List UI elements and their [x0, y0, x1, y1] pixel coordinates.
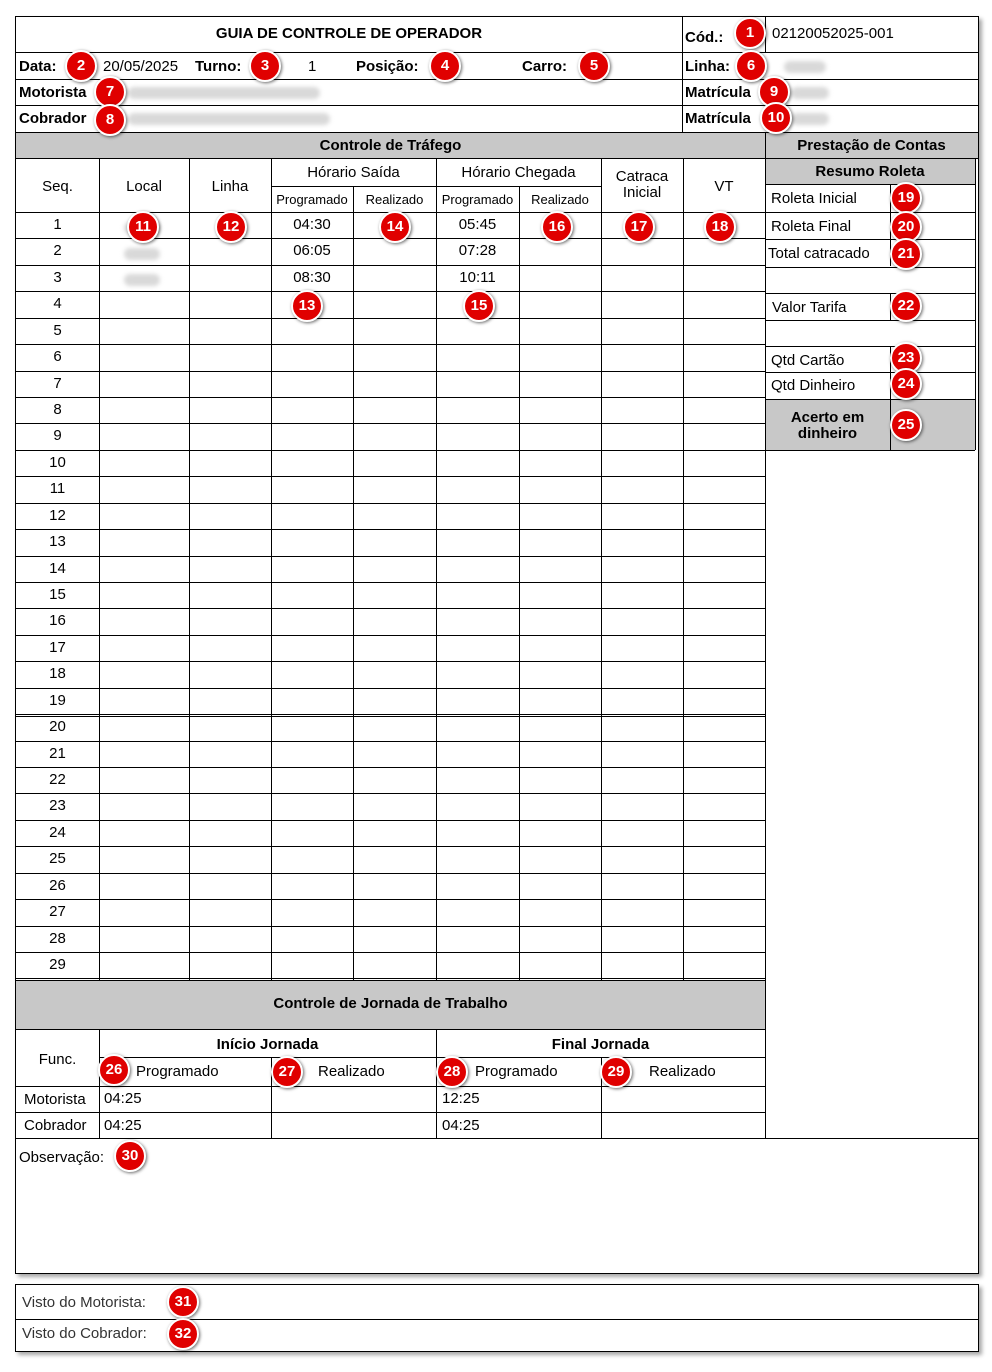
annotation-badge-4: 4 — [429, 50, 461, 82]
row-seq: 7 — [53, 375, 62, 392]
row-saida-programado: 06:05 — [293, 242, 331, 259]
col-horario-chegada: Hórario Chegada — [461, 164, 576, 181]
annotation-badge-7: 7 — [94, 76, 126, 108]
annotation-badge-31: 31 — [167, 1286, 199, 1318]
row-seq: 19 — [49, 692, 66, 709]
row-seq: 2 — [53, 242, 62, 259]
operator-control-form — [15, 16, 979, 1274]
row-seq: 23 — [49, 797, 66, 814]
matricula-motorista-redacted — [791, 87, 829, 99]
cod-label: Cód.: — [685, 29, 724, 46]
row-seq: 20 — [49, 718, 66, 735]
row-chegada-programado: 10:11 — [459, 269, 496, 286]
roleta-final-label: Roleta Final — [771, 218, 852, 235]
row-chegada-programado: 05:45 — [458, 216, 497, 233]
row-seq: 17 — [49, 639, 66, 656]
journey-motorista-final-prog: 12:25 — [442, 1090, 480, 1107]
annotation-badge-25: 25 — [890, 409, 922, 441]
row-seq: 13 — [49, 533, 66, 550]
qtd-cartao-label: Qtd Cartão — [771, 352, 845, 369]
row-seq: 10 — [49, 454, 66, 471]
annotation-badge-3: 3 — [249, 50, 281, 82]
row-seq: 21 — [49, 745, 66, 762]
total-catracado-label: Total catracado — [768, 245, 870, 262]
linha-label: Linha: — [685, 58, 730, 75]
matricula-cobrador-redacted — [791, 113, 829, 125]
visto-motorista-label: Visto do Motorista: — [22, 1294, 146, 1311]
row-seq: 15 — [49, 586, 66, 603]
annotation-badge-9: 9 — [758, 76, 790, 108]
annotation-badge-11: 11 — [127, 211, 159, 243]
row-seq: 11 — [49, 480, 66, 497]
linha-value-redacted — [784, 61, 826, 73]
journey-inicio: Início Jornada — [216, 1036, 319, 1053]
annotation-badge-28: 28 — [436, 1056, 468, 1088]
traffic-title: Controle de Tráfego — [319, 137, 462, 154]
col-local: Local — [126, 178, 162, 195]
cobrador-label: Cobrador — [19, 110, 87, 127]
acerto-label-1: Acerto em — [790, 409, 865, 426]
row-seq: 4 — [53, 295, 62, 312]
journey-final: Final Jornada — [551, 1036, 650, 1053]
roleta-inicial-label: Roleta Inicial — [771, 190, 857, 207]
annotation-badge-18: 18 — [704, 211, 736, 243]
annotation-badge-15: 15 — [463, 290, 495, 322]
annotation-badge-16: 16 — [541, 211, 573, 243]
annotation-badge-21: 21 — [890, 238, 922, 270]
annotation-badge-12: 12 — [215, 211, 247, 243]
journey-final-programado: Programado — [475, 1063, 558, 1080]
row-seq: 9 — [53, 427, 62, 444]
col-vt: VT — [714, 178, 734, 195]
row-seq: 1 — [53, 216, 62, 233]
acerto-label-2: dinheiro — [797, 425, 858, 442]
journey-func: Func. — [38, 1051, 77, 1068]
col-horario-saida: Hórario Saída — [307, 164, 400, 181]
row-seq: 16 — [49, 612, 66, 629]
valor-tarifa-label: Valor Tarifa — [772, 299, 847, 316]
accounts-title: Prestação de Contas — [797, 137, 946, 154]
col-catraca: Catraca — [615, 168, 669, 185]
row-seq: 5 — [53, 322, 62, 339]
annotation-badge-30: 30 — [114, 1140, 146, 1172]
visto-cobrador-label: Visto do Cobrador: — [22, 1325, 147, 1342]
cobrador-name-redacted — [128, 113, 330, 125]
row-seq: 29 — [49, 956, 66, 973]
row-seq: 22 — [49, 771, 66, 788]
annotation-badge-27: 27 — [271, 1056, 303, 1088]
col-chegada-realizado: Realizado — [531, 192, 589, 207]
row-saida-programado: 08:30 — [293, 269, 331, 286]
signature-block — [15, 1284, 979, 1352]
turno-label: Turno: — [195, 58, 242, 75]
row-seq: 28 — [49, 930, 66, 947]
annotation-badge-24: 24 — [890, 368, 922, 400]
row-seq: 14 — [49, 560, 66, 577]
annotation-badge-14: 14 — [379, 211, 411, 243]
row-seq: 26 — [49, 877, 66, 894]
matricula-motorista-label: Matrícula — [685, 84, 751, 101]
journey-inicio-programado: Programado — [136, 1063, 219, 1080]
posicao-label: Posição: — [356, 58, 419, 75]
annotation-badge-19: 19 — [890, 182, 922, 214]
col-linha: Linha — [211, 178, 249, 195]
row-saida-programado: 04:30 — [293, 216, 331, 233]
journey-cobrador: Cobrador — [24, 1117, 87, 1134]
row-seq: 3 — [53, 269, 62, 286]
annotation-badge-5: 5 — [578, 50, 610, 82]
journey-motorista: Motorista — [24, 1091, 86, 1108]
journey-inicio-realizado: Realizado — [318, 1063, 385, 1080]
journey-title: Controle de Jornada de Trabalho — [273, 995, 508, 1012]
row-seq: 8 — [53, 401, 62, 418]
motorista-name-redacted — [128, 87, 320, 99]
matricula-cobrador-label: Matrícula — [685, 110, 751, 127]
annotation-badge-20: 20 — [890, 211, 922, 243]
col-saida-programado: Programado — [276, 192, 348, 207]
data-value: 20/05/2025 — [103, 58, 179, 75]
col-catraca-inicial: Inicial — [622, 184, 662, 201]
col-seq: Seq. — [42, 178, 73, 195]
motorista-label: Motorista — [19, 84, 87, 101]
annotation-badge-6: 6 — [735, 50, 767, 82]
annotation-badge-8: 8 — [94, 104, 126, 136]
journey-final-realizado: Realizado — [649, 1063, 716, 1080]
annotation-badge-23: 23 — [890, 342, 922, 374]
turno-value: 1 — [308, 58, 317, 75]
annotation-badge-29: 29 — [600, 1056, 632, 1088]
journey-cobrador-final-prog: 04:25 — [442, 1117, 480, 1134]
annotation-badge-1: 1 — [734, 17, 766, 49]
observacao-label: Observação: — [19, 1149, 105, 1166]
local-row3-redacted — [124, 274, 160, 286]
journey-motorista-inicio-prog: 04:25 — [104, 1090, 142, 1107]
row-seq: 12 — [49, 507, 66, 524]
annotation-badge-32: 32 — [167, 1318, 199, 1350]
row-chegada-programado: 07:28 — [458, 242, 497, 259]
local-row2-redacted — [124, 248, 160, 260]
annotation-badge-22: 22 — [890, 290, 922, 322]
resumo-roleta: Resumo Roleta — [815, 163, 925, 180]
col-chegada-programado: Programado — [441, 192, 514, 207]
row-seq: 18 — [49, 665, 66, 682]
annotation-badge-2: 2 — [65, 50, 97, 82]
row-seq: 25 — [49, 850, 66, 867]
cod-value: 02120052025-001 — [772, 25, 894, 42]
row-seq: 27 — [49, 903, 66, 920]
journey-cobrador-inicio-prog: 04:25 — [104, 1117, 142, 1134]
row-seq: 24 — [49, 824, 66, 841]
annotation-badge-10: 10 — [760, 102, 792, 134]
row-seq: 6 — [53, 348, 62, 365]
carro-label: Carro: — [522, 58, 568, 75]
annotation-badge-26: 26 — [98, 1054, 130, 1086]
col-saida-realizado: Realizado — [365, 192, 424, 207]
data-label: Data: — [19, 58, 57, 75]
annotation-badge-17: 17 — [623, 211, 655, 243]
annotation-badge-13: 13 — [291, 290, 323, 322]
form-title: GUIA DE CONTROLE DE OPERADOR — [215, 25, 483, 42]
qtd-dinheiro-label: Qtd Dinheiro — [771, 377, 856, 394]
